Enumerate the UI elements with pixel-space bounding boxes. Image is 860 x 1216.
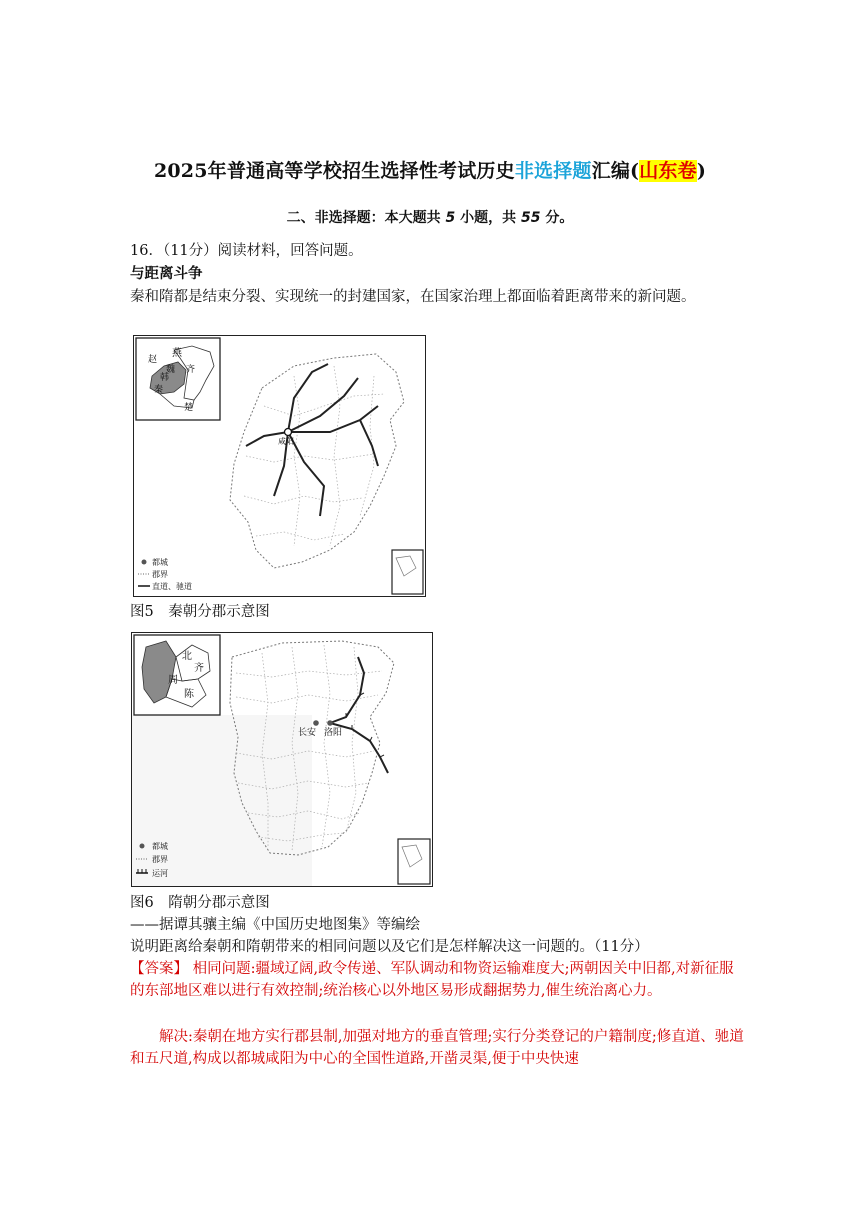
map2-caption: 图6 隋朝分郡示意图 [130,895,270,911]
qin-inset-label-qin: 秦 [154,385,164,395]
qin-legend-border: 郡界 [152,570,168,579]
section-count: 5 [445,210,456,226]
sui-inset-label-zhou: 周 [168,675,178,686]
map1-caption: 图5 秦朝分郡示意图 [130,604,270,620]
qin-inset-label-chu: 楚 [184,403,194,413]
qin-inset-label-zhao: 赵 [148,355,158,365]
qin-inset-map [136,338,220,420]
sui-inset-label-chen: 陈 [184,689,194,700]
qin-capital-label: 咸阳 [278,437,294,446]
answer-paragraph-1 [130,958,745,1002]
sui-legend-capital: 都城 [152,842,168,851]
question-intro: 16．（11分）阅读材料，回答问题。 [130,243,363,259]
qin-inset-label-wei: 魏 [166,365,176,375]
sui-capital-changan-label: 长安 [298,728,317,738]
qin-map [133,335,426,597]
answer-label: 【答案】 [130,961,188,977]
sui-legend-border: 郡界 [152,855,168,864]
section-mid: 小题，共 [460,210,517,226]
qin-legend-road: 直道、驰道 [152,582,192,591]
sui-inset-map [134,635,220,715]
answer-text-1: 相同问题:疆域辽阔,政令传递、军队调动和物资运输难度大;两朝因关中旧都,对新征服的东部地区难以进行有效控制;统治核心以外地区易形成翻据势力,催生统治离心力。 [130,961,734,999]
sui-inset-label-bei: 北 [182,651,192,662]
qin-capital-marker [285,429,292,436]
question-material: 秦和隋都是结束分裂、实现统一的封建国家，在国家治理上都面临着距离带来的新问题。 [130,289,696,305]
title-highlight-yellow: 山东卷 [639,160,697,182]
title-suffix: ) [696,160,707,182]
document-title [0,156,860,183]
sui-map [131,632,433,887]
title-highlight-blue: 非选择题 [514,160,592,182]
sui-capital-luoyang-marker [327,720,333,726]
question-prompt: 说明距离给秦朝和隋朝带来的相同问题以及它们是怎样解决这一问题的。（11分） [130,939,649,955]
sui-inset-label-qi: 齐 [194,663,204,674]
sui-south-sea-inset [398,839,430,884]
qin-inset-label-han: 韩 [160,373,170,383]
section-post: 分。 [545,210,574,226]
question-subtitle: 与距离斗争 [130,266,203,282]
section-score: 55 [521,210,541,226]
title-prefix: 2025年普通高等学校招生选择性考试历史 [153,160,515,182]
source-note: ——据谭其骧主编《中国历史地图集》等编绘 [130,917,420,933]
answer-paragraph-2: 解决:秦朝在地方实行郡县制,加强对地方的垂直管理;实行分类登记的户籍制度;修直道、驰道和五尺道,构成以都城咸阳为中心的全国性道路,开凿灵渠,便于中央快速 [130,1029,744,1067]
qin-legend-capital: 都城 [152,558,168,567]
sui-capital-luoyang-label: 洛阳 [324,728,343,738]
section-heading [0,207,860,227]
qin-inset-label-qi: 齐 [186,365,196,375]
sui-legend-canal: 运河 [152,869,168,878]
title-middle: 汇编( [591,160,640,182]
sui-capital-changan-marker [313,720,319,726]
qin-map-drawing [134,336,425,596]
qin-inset-label-yan: 燕 [172,348,182,359]
sui-map-drawing [132,633,432,886]
section-pre: 二、非选择题：本大题共 [286,210,441,226]
